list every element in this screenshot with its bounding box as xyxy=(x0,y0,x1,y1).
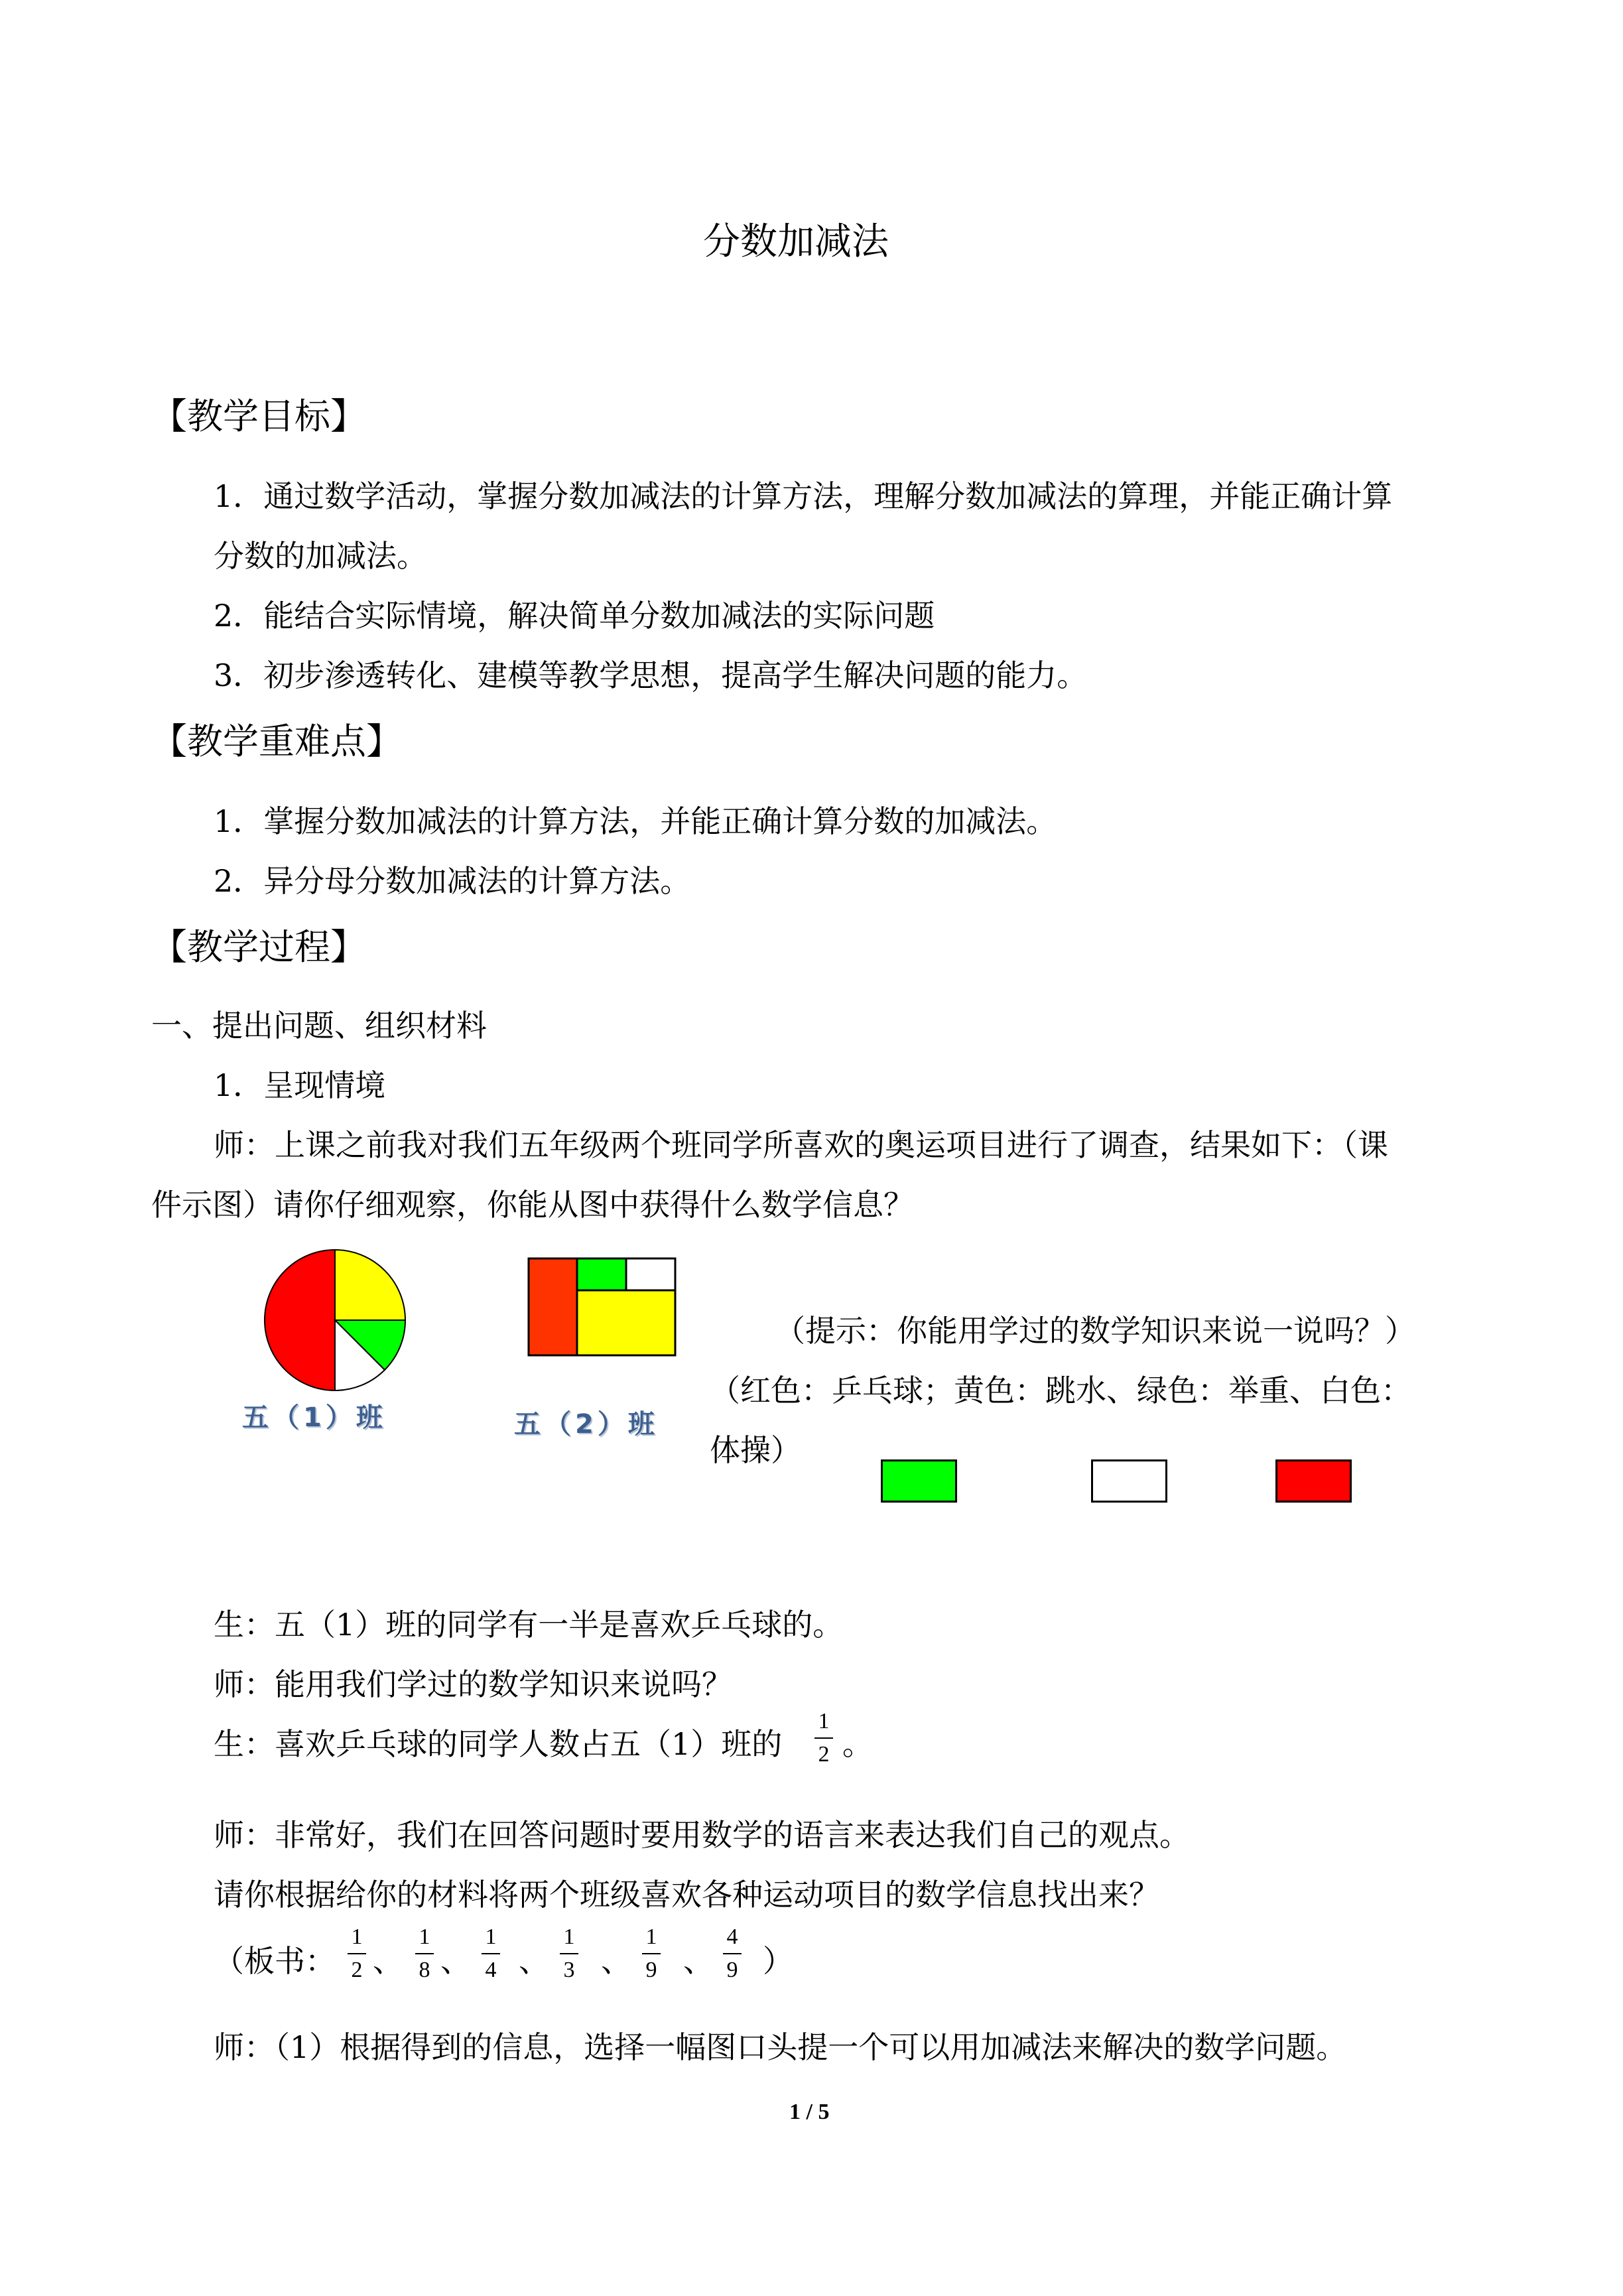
section-heading-objectives: 【教学目标】 xyxy=(151,395,366,437)
area-ping-pong xyxy=(529,1258,577,1355)
section-heading-process: 【教学过程】 xyxy=(151,926,366,968)
pie-slice-diving xyxy=(335,1250,405,1320)
class1-caption: 五（1）班 xyxy=(242,1402,387,1433)
legend-text-line-1: （红色：乒乓球；黄色：跳水、绿色：举重、白色： xyxy=(710,1373,1411,1408)
fraction-bar xyxy=(348,1953,366,1954)
legend-swatch-green xyxy=(881,1459,957,1503)
board-fraction xyxy=(719,1924,746,1984)
fraction-bar xyxy=(482,1953,500,1954)
section-heading-key-points: 【教学重难点】 xyxy=(151,720,402,762)
key-point-1: 1．掌握分数加减法的计算方法，并能正确计算分数的加减法。 xyxy=(214,803,1057,839)
legend-swatch-white xyxy=(1091,1459,1167,1503)
teacher-line-3: 师：非常好，我们在回答问题时要用数学的语言来表达我们自己的观点。 xyxy=(214,1817,1190,1853)
fraction-numerator: 4 xyxy=(726,1925,738,1949)
area-diving xyxy=(577,1290,675,1355)
board-separator: 、 xyxy=(440,1943,471,1979)
fraction-numerator: 1 xyxy=(645,1925,657,1949)
area-gymnastics xyxy=(626,1258,675,1290)
teacher-line-1: 师：上课之前我对我们五年级两个班同学所喜欢的奥运项目进行了调查，结果如下：（课 xyxy=(214,1127,1388,1163)
fraction-bar xyxy=(723,1953,742,1954)
fraction-denominator: 2 xyxy=(351,1958,363,1982)
fraction-numerator: 1 xyxy=(818,1709,830,1733)
student-line-1: 生：五（1）班的同学有一半是喜欢乒乓球的。 xyxy=(214,1607,844,1643)
class1-pie-chart xyxy=(262,1247,408,1393)
legend-text-line-2: 体操） xyxy=(710,1432,801,1468)
fraction-bar xyxy=(814,1737,833,1739)
board-separator: 、 xyxy=(373,1943,403,1979)
fraction-denominator: 8 xyxy=(419,1958,430,1982)
fraction-one-half xyxy=(811,1708,837,1768)
area-weightlifting xyxy=(577,1258,626,1290)
fraction-denominator: 9 xyxy=(726,1958,738,1982)
board-separator: 、 xyxy=(683,1943,714,1979)
board-fraction xyxy=(478,1924,504,1984)
process-step-1: 1．呈现情境 xyxy=(214,1067,386,1103)
board-separator: 、 xyxy=(519,1943,549,1979)
objective-3: 3．初步渗透转化、建模等教学思想，提高学生解决问题的能力。 xyxy=(214,657,1088,693)
board-fraction xyxy=(638,1924,665,1984)
board-fraction xyxy=(344,1924,370,1984)
student-line-2-text: 生：喜欢乒乓球的同学人数占五（1）班的 xyxy=(214,1726,783,1762)
page-number: 1 / 5 xyxy=(789,2100,830,2124)
fraction-numerator: 1 xyxy=(485,1925,497,1949)
fraction-numerator: 1 xyxy=(419,1925,430,1949)
page-title: 分数加减法 xyxy=(703,220,889,263)
teacher-line-5: 师：（1）根据得到的信息，选择一幅图口头提一个可以用加减法来解决的数学问题。 xyxy=(214,2029,1347,2065)
teacher-line-2: 师：能用我们学过的数学知识来说吗？ xyxy=(214,1666,732,1702)
board-fraction xyxy=(556,1924,582,1984)
fraction-bar xyxy=(642,1953,661,1954)
board-fraction xyxy=(411,1924,438,1984)
process-part-1: 一、提出问题、组织材料 xyxy=(151,1008,487,1044)
fraction-denominator: 4 xyxy=(485,1958,497,1982)
objective-1-line-2: 分数的加减法。 xyxy=(214,538,427,574)
fraction-denominator: 3 xyxy=(563,1958,575,1982)
class2-caption: 五（2）班 xyxy=(514,1409,659,1440)
fraction-bar xyxy=(415,1953,434,1954)
objective-2: 2．能结合实际情境，解决简单分数加减法的实际问题 xyxy=(214,598,935,634)
teacher-line-1-cont: 件示图）请你仔细观察，你能从图中获得什么数学信息？ xyxy=(151,1187,914,1223)
board-separator: 、 xyxy=(601,1943,631,1979)
fraction-denominator: 9 xyxy=(645,1958,657,1982)
fraction-numerator: 1 xyxy=(563,1925,575,1949)
fraction-numerator: 1 xyxy=(351,1925,363,1949)
pie-slice-ping-pong xyxy=(265,1250,335,1390)
class2-area-chart xyxy=(527,1257,677,1357)
student-line-2-end: 。 xyxy=(842,1726,873,1762)
key-point-2: 2．异分母分数加减法的计算方法。 xyxy=(214,863,691,899)
teacher-line-4: 请你根据给你的材料将两个班级喜欢各种运动项目的数学信息找出来？ xyxy=(214,1877,1159,1913)
board-prefix: （板书： xyxy=(214,1943,336,1979)
fraction-bar xyxy=(560,1953,578,1954)
student-line-2 xyxy=(214,1720,782,1764)
legend-swatch-red xyxy=(1275,1459,1352,1503)
fraction-denominator: 2 xyxy=(818,1742,830,1767)
objective-1-line-1: 1．通过数学活动，掌握分数加减法的计算方法，理解分数加减法的算理，并能正确计算 xyxy=(214,478,1393,514)
board-suffix: ） xyxy=(763,1943,793,1979)
figure-hint: （提示：你能用学过的数学知识来说一说吗？） xyxy=(775,1313,1415,1349)
